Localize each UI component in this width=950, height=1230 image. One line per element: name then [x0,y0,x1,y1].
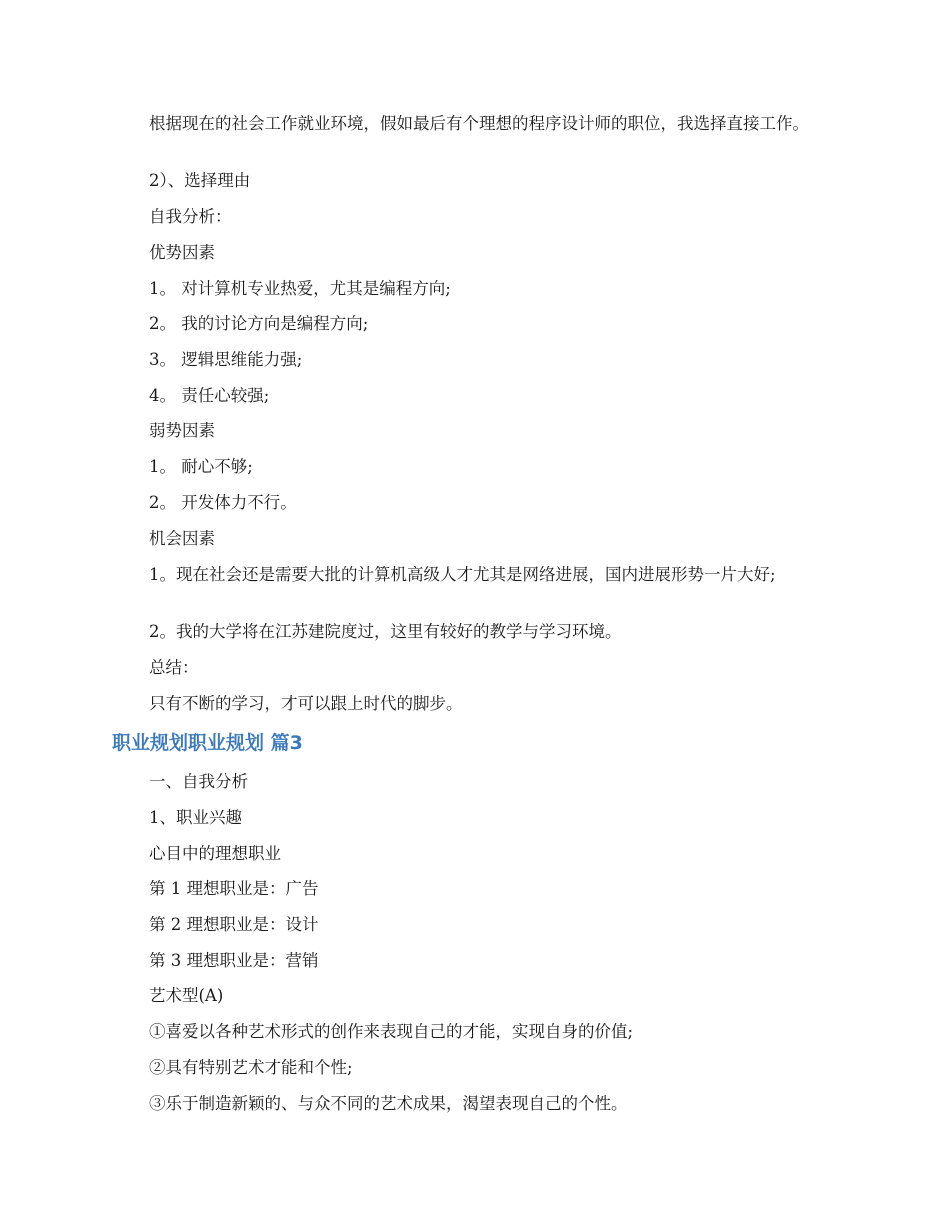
list-item: 2。我的大学将在江苏建院度过，这里有较好的教学与学习环境。 [149,622,622,641]
paragraph: 1、职业兴趣 [149,808,242,827]
list-item: ③乐于制造新颖的、与众不同的艺术成果，渴望表现自己的个性。 [149,1094,628,1113]
list-item: 4。 责任心较强; [149,386,270,405]
list-item: 1。 对计算机专业热爱，尤其是编程方向; [149,279,451,298]
paragraph: 一、自我分析 [149,772,248,791]
list-item: ①喜爱以各种艺术形式的创作来表现自己的才能，实现自身的价值; [149,1022,634,1041]
paragraph: 优势因素 [149,243,215,262]
list-item: 第 3 理想职业是：营销 [149,951,319,970]
paragraph: 机会因素 [149,529,215,548]
list-item: 2。 开发体力不行。 [149,493,297,512]
list-item: 1。 耐心不够; [149,457,253,476]
paragraph: 自我分析： [149,207,232,226]
list-item: 1。现在社会还是需要大批的计算机高级人才尤其是网络进展，国内进展形势一片大好; [149,565,776,584]
paragraph: 2）、选择理由 [149,171,251,190]
paragraph: 艺术型(A) [149,986,224,1005]
list-item: 第 2 理想职业是：设计 [149,915,319,934]
paragraph: 根据现在的社会工作就业环境，假如最后有个理想的程序设计师的职位，我选择直接工作。 [149,114,809,133]
paragraph: 弱势因素 [149,421,215,440]
paragraph: 总结： [149,658,199,677]
section-heading: 职业规划职业规划 篇3 [112,732,303,754]
list-item: 2。 我的讨论方向是编程方向; [149,314,369,333]
list-item: 3。 逻辑思维能力强; [149,350,303,369]
list-item: 第 1 理想职业是：广告 [149,879,319,898]
paragraph: 心目中的理想职业 [149,844,281,863]
paragraph: 只有不断的学习，才可以跟上时代的脚步。 [149,694,463,713]
list-item: ②具有特别艺术才能和个性; [149,1058,353,1077]
